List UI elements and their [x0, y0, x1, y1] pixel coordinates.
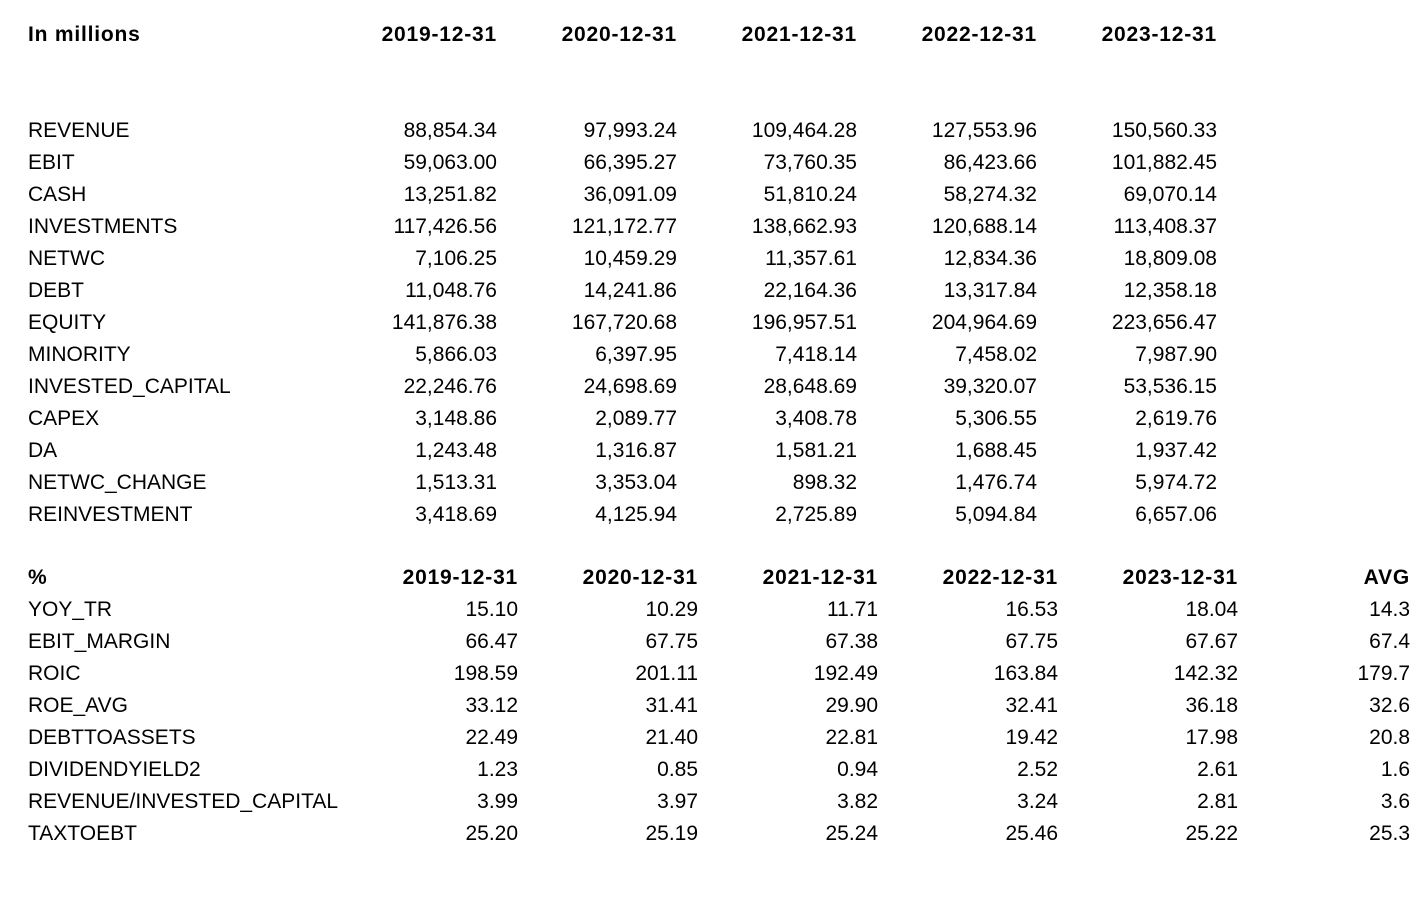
value-cell: 1,937.42 [1135, 439, 1217, 462]
value-cell: 2.61 [1197, 758, 1239, 781]
value-cell: 18.04 [1185, 598, 1239, 621]
date-column-header: 2023-12-31 [1122, 566, 1239, 589]
row-label: DEBT [28, 279, 85, 302]
value-cell: 22.81 [825, 726, 879, 749]
header-row [0, 562, 1410, 594]
value-cell: 2,089.77 [595, 407, 677, 430]
table-row [0, 243, 1217, 275]
value-cell: 3,148.86 [415, 407, 497, 430]
row-label: EBIT_MARGIN [28, 630, 171, 653]
value-cell: 179.7 [1357, 662, 1411, 685]
header-row [0, 19, 1217, 51]
row-label: REINVESTMENT [28, 503, 193, 526]
value-cell: 25.24 [825, 822, 879, 845]
value-cell: 13,251.82 [403, 183, 497, 206]
value-cell: 192.49 [813, 662, 879, 685]
table-row [0, 754, 1410, 786]
value-cell: 2,725.89 [775, 503, 857, 526]
spacer-row [0, 51, 1217, 115]
value-cell: 113,408.37 [1113, 215, 1217, 238]
value-cell: 97,993.24 [583, 119, 677, 142]
value-cell: 0.85 [657, 758, 699, 781]
value-cell: 22,164.36 [763, 279, 857, 302]
row-label: DA [28, 439, 58, 462]
value-cell: 58,274.32 [943, 183, 1037, 206]
table-row [0, 467, 1217, 499]
row-label: REVENUE [28, 119, 130, 142]
value-cell: 3.97 [657, 790, 699, 813]
table-row [0, 211, 1217, 243]
value-cell: 25.19 [645, 822, 699, 845]
value-cell: 141,876.38 [391, 311, 497, 334]
value-cell: 13,317.84 [943, 279, 1037, 302]
value-cell: 10,459.29 [583, 247, 677, 270]
table-row [0, 275, 1217, 307]
value-cell: 73,760.35 [763, 151, 857, 174]
value-cell: 120,688.14 [931, 215, 1037, 238]
in-millions-table [0, 19, 1217, 531]
date-column-header: 2021-12-31 [762, 566, 879, 589]
value-cell: 17.98 [1185, 726, 1239, 749]
date-column-header: 2021-12-31 [741, 23, 857, 46]
value-cell: 11.71 [827, 598, 879, 621]
row-label: DEBTTOASSETS [28, 726, 196, 749]
value-cell: 3,353.04 [595, 471, 677, 494]
value-cell: 19.42 [1005, 726, 1059, 749]
value-cell: 59,063.00 [403, 151, 497, 174]
value-cell: 66.47 [465, 630, 519, 653]
table-row [0, 690, 1410, 722]
value-cell: 163.84 [993, 662, 1059, 685]
value-cell: 5,974.72 [1135, 471, 1217, 494]
date-column-header: 2022-12-31 [942, 566, 1059, 589]
spacer-cell [0, 51, 1217, 115]
value-cell: 101,882.45 [1111, 151, 1217, 174]
value-cell: 5,306.55 [955, 407, 1037, 430]
row-label: INVESTMENTS [28, 215, 178, 238]
value-cell: 7,458.02 [955, 343, 1037, 366]
value-cell: 16.53 [1005, 598, 1059, 621]
value-cell: 32.41 [1005, 694, 1059, 717]
value-cell: 7,987.90 [1135, 343, 1217, 366]
date-column-header: 2019-12-31 [402, 566, 519, 589]
value-cell: 150,560.33 [1111, 119, 1217, 142]
row-label: REVENUE/INVESTED_CAPITAL [28, 790, 339, 813]
value-cell: 29.90 [825, 694, 879, 717]
value-cell: 15.10 [465, 598, 519, 621]
value-cell: 51,810.24 [763, 183, 857, 206]
table-row [0, 722, 1410, 754]
table-row [0, 499, 1217, 531]
value-cell: 32.6 [1369, 694, 1411, 717]
value-cell: 1,688.45 [955, 439, 1037, 462]
value-cell: 6,397.95 [595, 343, 677, 366]
value-cell: 25.20 [465, 822, 519, 845]
row-label: TAXTOEBT [28, 822, 137, 845]
row-label: EBIT [28, 151, 75, 174]
value-cell: 5,866.03 [415, 343, 497, 366]
row-label: NETWC_CHANGE [28, 471, 207, 494]
value-cell: 21.40 [645, 726, 699, 749]
table-row [0, 818, 1410, 850]
value-cell: 1.6 [1380, 758, 1411, 781]
value-cell: 117,426.56 [393, 215, 497, 238]
table-row [0, 658, 1410, 690]
value-cell: 36,091.09 [583, 183, 677, 206]
value-cell: 11,048.76 [405, 279, 497, 302]
value-cell: 22,246.76 [403, 375, 497, 398]
value-cell: 196,957.51 [751, 311, 857, 334]
value-cell: 3.99 [477, 790, 519, 813]
table-row [0, 626, 1410, 658]
row-label: CAPEX [28, 407, 100, 430]
value-cell: 66,395.27 [583, 151, 677, 174]
value-cell: 18,809.08 [1123, 247, 1217, 270]
row-label: DIVIDENDYIELD2 [28, 758, 201, 781]
date-column-header: 2022-12-31 [921, 23, 1037, 46]
value-cell: 201.11 [635, 662, 699, 685]
value-cell: 14.3 [1369, 598, 1411, 621]
value-cell: 31.41 [645, 694, 699, 717]
value-cell: 67.67 [1185, 630, 1239, 653]
value-cell: 25.3 [1369, 822, 1411, 845]
value-cell: 3.6 [1380, 790, 1411, 813]
value-cell: 1.23 [477, 758, 519, 781]
table-row [0, 115, 1217, 147]
avg-column-header: AVG [1363, 566, 1411, 589]
value-cell: 24,698.69 [583, 375, 677, 398]
row-label: CASH [28, 183, 87, 206]
value-cell: 7,106.25 [415, 247, 497, 270]
value-cell: 25.46 [1005, 822, 1059, 845]
value-cell: 53,536.15 [1123, 375, 1217, 398]
value-cell: 1,316.87 [595, 439, 677, 462]
value-cell: 11,357.61 [765, 247, 857, 270]
percent-table [0, 562, 1410, 850]
value-cell: 12,834.36 [943, 247, 1037, 270]
value-cell: 2.52 [1017, 758, 1059, 781]
value-cell: 0.94 [837, 758, 879, 781]
value-cell: 3,418.69 [415, 503, 497, 526]
value-cell: 1,513.31 [415, 471, 497, 494]
value-cell: 28,648.69 [763, 375, 857, 398]
table-row [0, 179, 1217, 211]
value-cell: 4,125.94 [595, 503, 677, 526]
date-column-header: 2020-12-31 [582, 566, 699, 589]
row-label: MINORITY [28, 343, 131, 366]
value-cell: 12,358.18 [1123, 279, 1217, 302]
value-cell: 88,854.34 [403, 119, 497, 142]
value-cell: 86,423.66 [943, 151, 1037, 174]
value-cell: 1,581.21 [775, 439, 857, 462]
value-cell: 2,619.76 [1135, 407, 1217, 430]
table-row [0, 435, 1217, 467]
value-cell: 2.81 [1197, 790, 1239, 813]
value-cell: 7,418.14 [775, 343, 857, 366]
value-cell: 39,320.07 [943, 375, 1037, 398]
row-label: ROIC [28, 662, 81, 685]
row-label: NETWC [28, 247, 105, 270]
value-cell: 6,657.06 [1135, 503, 1217, 526]
value-cell: 121,172.77 [571, 215, 677, 238]
value-cell: 14,241.86 [583, 279, 677, 302]
value-cell: 5,094.84 [955, 503, 1037, 526]
table-title: In millions [28, 23, 141, 46]
value-cell: 204,964.69 [931, 311, 1037, 334]
value-cell: 898.32 [792, 471, 857, 494]
value-cell: 3.24 [1017, 790, 1059, 813]
table-title: % [28, 566, 48, 589]
table-row [0, 339, 1217, 371]
row-label: ROE_AVG [28, 694, 128, 717]
row-label: EQUITY [28, 311, 107, 334]
table-row [0, 403, 1217, 435]
value-cell: 3,408.78 [775, 407, 857, 430]
date-column-header: 2023-12-31 [1101, 23, 1217, 46]
value-cell: 67.75 [1005, 630, 1059, 653]
value-cell: 198.59 [453, 662, 519, 685]
date-column-header: 2019-12-31 [381, 23, 497, 46]
row-label: YOY_TR [28, 598, 113, 621]
value-cell: 67.4 [1369, 630, 1411, 653]
row-label: INVESTED_CAPITAL [28, 375, 231, 398]
table-row [0, 147, 1217, 179]
value-cell: 67.75 [645, 630, 699, 653]
value-cell: 223,656.47 [1111, 311, 1217, 334]
value-cell: 109,464.28 [751, 119, 857, 142]
value-cell: 36.18 [1185, 694, 1239, 717]
value-cell: 167,720.68 [571, 311, 677, 334]
value-cell: 33.12 [465, 694, 519, 717]
value-cell: 20.8 [1369, 726, 1411, 749]
table-row [0, 307, 1217, 339]
table-row [0, 786, 1410, 818]
value-cell: 142.32 [1173, 662, 1239, 685]
value-cell: 127,553.96 [931, 119, 1037, 142]
value-cell: 69,070.14 [1123, 183, 1217, 206]
table-row [0, 594, 1410, 626]
value-cell: 1,476.74 [955, 471, 1037, 494]
table-row [0, 371, 1217, 403]
value-cell: 3.82 [837, 790, 879, 813]
value-cell: 10.29 [645, 598, 699, 621]
value-cell: 67.38 [825, 630, 879, 653]
value-cell: 25.22 [1185, 822, 1239, 845]
value-cell: 22.49 [465, 726, 519, 749]
value-cell: 138,662.93 [751, 215, 857, 238]
date-column-header: 2020-12-31 [561, 23, 677, 46]
value-cell: 1,243.48 [415, 439, 497, 462]
